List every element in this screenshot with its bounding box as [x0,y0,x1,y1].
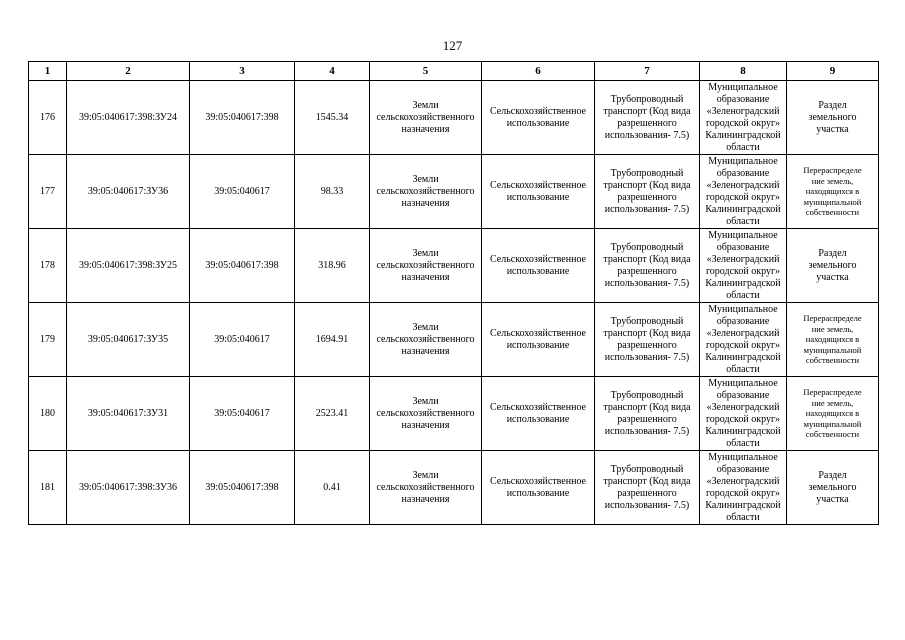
table-cell-col-5 [370,155,482,229]
table-cell-col-8 [700,451,787,525]
header-cell-9: 9 [787,62,879,81]
cell-text: Трубопроводный транспорт (Код вида разрешенного использования- 7.5) [603,389,691,437]
table-cell-col-6 [482,451,595,525]
table-cell-col-8 [700,155,787,229]
cell-text: 39:05:040617:ЗУ35 [87,333,169,345]
cell-text: Земли сельскохозяйственного назначения [376,173,475,209]
table-cell-col-3 [190,229,295,303]
cell-text: 180 [40,407,55,419]
table-row [29,81,879,155]
table-cell-col-8 [700,81,787,155]
cell-text: Земли сельскохозяйственного назначения [376,247,475,283]
header-cell-1: 1 [29,62,67,81]
table-cell-col-8 [700,377,787,451]
cell-text: Муниципальное образование «Зеленоградский городской округ» Калининградской области [705,81,781,153]
cell-text: Трубопроводный транспорт (Код вида разрешенного использования- 7.5) [603,463,691,511]
cell-text: Трубопроводный транспорт (Код вида разрешенного использования- 7.5) [603,315,691,363]
table-row [29,303,879,377]
table-row [29,155,879,229]
table-cell-col-4 [295,303,370,377]
table-cell-col-9 [787,451,879,525]
cell-text: Сельскохозяйственное использование [489,179,586,203]
page-number: 127 [442,38,463,53]
cell-text: 39:05:040617:398 [205,111,279,123]
table-row [29,377,879,451]
table-cell-col-1 [29,155,67,229]
table-cell-col-6 [482,303,595,377]
cell-text: 179 [40,333,55,345]
table-cell-col-1 [29,303,67,377]
table-cell-col-4 [295,377,370,451]
table-cell-col-3 [190,155,295,229]
table-row [29,229,879,303]
table-cell-col-5 [370,451,482,525]
header-cell-6: 6 [482,62,595,81]
table-cell-col-6 [482,229,595,303]
table-cell-col-4 [295,81,370,155]
table-cell-col-8 [700,229,787,303]
table-cell-col-5 [370,81,482,155]
cell-text: 39:05:040617 [214,333,270,345]
cell-text: 39:05:040617:398 [205,259,279,271]
table-cell-col-2 [67,303,190,377]
land-plot-table [28,61,879,525]
table-cell-col-8 [700,303,787,377]
table-cell-col-2 [67,451,190,525]
table-cell-col-1 [29,377,67,451]
cell-text: Раздел земельного участка [808,469,857,505]
cell-text: Трубопроводный транспорт (Код вида разрешенного использования- 7.5) [603,241,691,289]
cell-text: 181 [40,481,55,493]
table-cell-col-3 [190,377,295,451]
cell-text: Земли сельскохозяйственного назначения [376,99,475,135]
cell-text: Трубопроводный транспорт (Код вида разрешенного использования- 7.5) [603,93,691,141]
cell-text: 39:05:040617:ЗУ36 [87,185,169,197]
table-cell-col-9 [787,303,879,377]
table-cell-col-3 [190,303,295,377]
cell-text: 1694.91 [315,333,349,345]
table-cell-col-6 [482,155,595,229]
cell-text: Муниципальное образование «Зеленоградский городской округ» Калининградской области [705,451,781,523]
cell-text: Перераспределе ние земель, находящихся в муниципальной собственности [803,312,862,366]
table-cell-col-9 [787,377,879,451]
table-cell-col-6 [482,377,595,451]
table-cell-col-1 [29,451,67,525]
cell-text: Земли сельскохозяйственного назначения [376,395,475,431]
cell-text: 39:05:040617:ЗУ31 [87,407,169,419]
table-cell-col-7 [595,229,700,303]
table-cell-col-1 [29,81,67,155]
table-cell-col-5 [370,229,482,303]
table-cell-col-6 [482,81,595,155]
cell-text: 39:05:040617:398:ЗУ25 [79,259,177,271]
header-cell-3: 3 [190,62,295,81]
cell-text: Сельскохозяйственное использование [489,401,586,425]
cell-text: Сельскохозяйственное использование [489,253,586,277]
header-cell-8: 8 [700,62,787,81]
table-row [29,451,879,525]
table-cell-col-7 [595,303,700,377]
table-cell-col-5 [370,303,482,377]
table-cell-col-3 [190,451,295,525]
table-cell-col-2 [67,81,190,155]
table-cell-col-4 [295,451,370,525]
cell-text: 1545.34 [315,111,349,123]
cell-text: Сельскохозяйственное использование [489,475,586,499]
cell-text: Муниципальное образование «Зеленоградский городской округ» Калининградской области [705,303,781,375]
table-cell-col-7 [595,377,700,451]
table-cell-col-4 [295,155,370,229]
cell-text: 0.41 [323,481,341,493]
table-cell-col-2 [67,155,190,229]
cell-text: Сельскохозяйственное использование [489,105,586,129]
cell-text: Земли сельскохозяйственного назначения [376,469,475,505]
cell-text: Муниципальное образование «Зеленоградский городской округ» Калининградской области [705,377,781,449]
cell-text: Муниципальное образование «Зеленоградский городской округ» Калининградской области [705,155,781,227]
table-cell-col-2 [67,229,190,303]
cell-text: 39:05:040617 [214,185,270,197]
table-cell-col-3 [190,81,295,155]
cell-text: 176 [40,111,55,123]
cell-text: 39:05:040617:398:ЗУ36 [79,481,177,493]
cell-text: 98.33 [320,185,344,197]
table-cell-col-7 [595,81,700,155]
table-cell-col-9 [787,81,879,155]
cell-text: Перераспределе ние земель, находящихся в муниципальной собственности [803,164,862,218]
cell-text: Сельскохозяйственное использование [489,327,586,351]
table-cell-col-7 [595,451,700,525]
header-row [29,62,879,81]
cell-text: Земли сельскохозяйственного назначения [376,321,475,357]
cell-text: 177 [40,185,55,197]
cell-text: 39:05:040617 [214,407,270,419]
table-cell-col-5 [370,377,482,451]
table-cell-col-9 [787,229,879,303]
cell-text: Раздел земельного участка [808,247,857,283]
table-cell-col-9 [787,155,879,229]
table-cell-col-7 [595,155,700,229]
cell-text: Трубопроводный транспорт (Код вида разрешенного использования- 7.5) [603,167,691,215]
table-cell-col-2 [67,377,190,451]
cell-text: 39:05:040617:398 [205,481,279,493]
table-cell-col-1 [29,229,67,303]
header-cell-2: 2 [67,62,190,81]
cell-text: 39:05:040617:398:ЗУ24 [79,111,177,123]
cell-text: 2523.41 [315,407,349,419]
header-cell-5: 5 [370,62,482,81]
header-cell-7: 7 [595,62,700,81]
cell-text: Муниципальное образование «Зеленоградский городской округ» Калининградской области [705,229,781,301]
cell-text: Перераспределе ние земель, находящихся в муниципальной собственности [803,386,862,440]
table-cell-col-4 [295,229,370,303]
cell-text: 318.96 [318,259,346,271]
cell-text: Раздел земельного участка [808,99,857,135]
header-cell-4: 4 [295,62,370,81]
cell-text: 178 [40,259,55,271]
